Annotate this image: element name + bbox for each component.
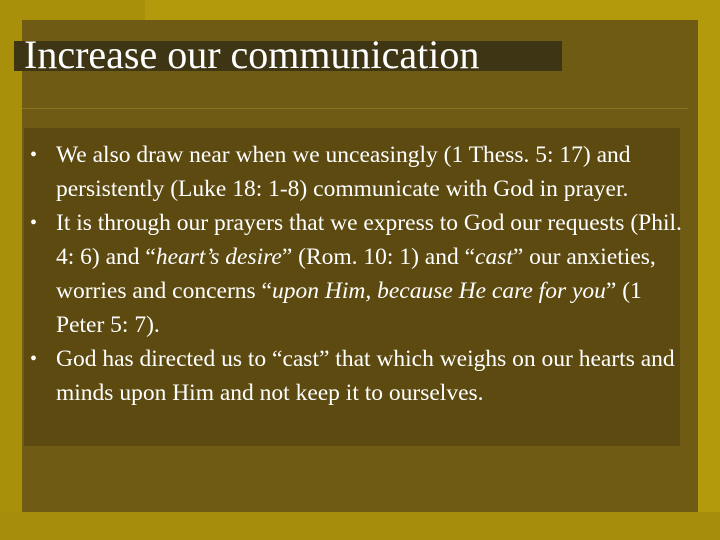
- slide-title: Increase our communication: [24, 32, 480, 77]
- bullet-text-run: We also draw near when we unceasingly (1 Thess. 5: 17) and persistently (Luke 18: 1-8) communicate with God in prayer.: [56, 142, 631, 202]
- bullet-item: [30, 138, 682, 206]
- title-divider: [22, 108, 688, 109]
- bullet-item: [30, 342, 682, 410]
- bullet-list: [30, 138, 682, 410]
- bullet-text-run: It is through our prayers that we express to God our requests (Phil. 4: 6) and “: [56, 210, 682, 270]
- background-footer-band: [0, 512, 720, 540]
- bullet-text-italic-run: upon Him, because He care for you: [271, 278, 606, 304]
- bullet-marker: •: [30, 348, 38, 370]
- bullet-marker: •: [30, 212, 38, 234]
- bullet-text-run: ” our anxieties, worries and concerns “: [56, 244, 656, 304]
- bullet-text: [56, 142, 631, 202]
- bullet-text: [56, 210, 682, 338]
- bullet-text-run: ” (Rom. 10: 1) and “: [281, 244, 476, 270]
- bullet-text-italic-run: cast: [475, 244, 513, 270]
- bullet-text-run: God has directed us to “cast” that which weighs on our hearts and minds upon Him and not keep it to ourselves.: [56, 346, 675, 406]
- bullet-text-run: ” (1 Peter 5: 7).: [56, 278, 642, 338]
- bullet-text: [56, 346, 675, 406]
- bullet-marker: •: [30, 144, 38, 166]
- bullet-item: [30, 206, 682, 342]
- bullet-text-italic-run: heart’s desire: [155, 244, 282, 270]
